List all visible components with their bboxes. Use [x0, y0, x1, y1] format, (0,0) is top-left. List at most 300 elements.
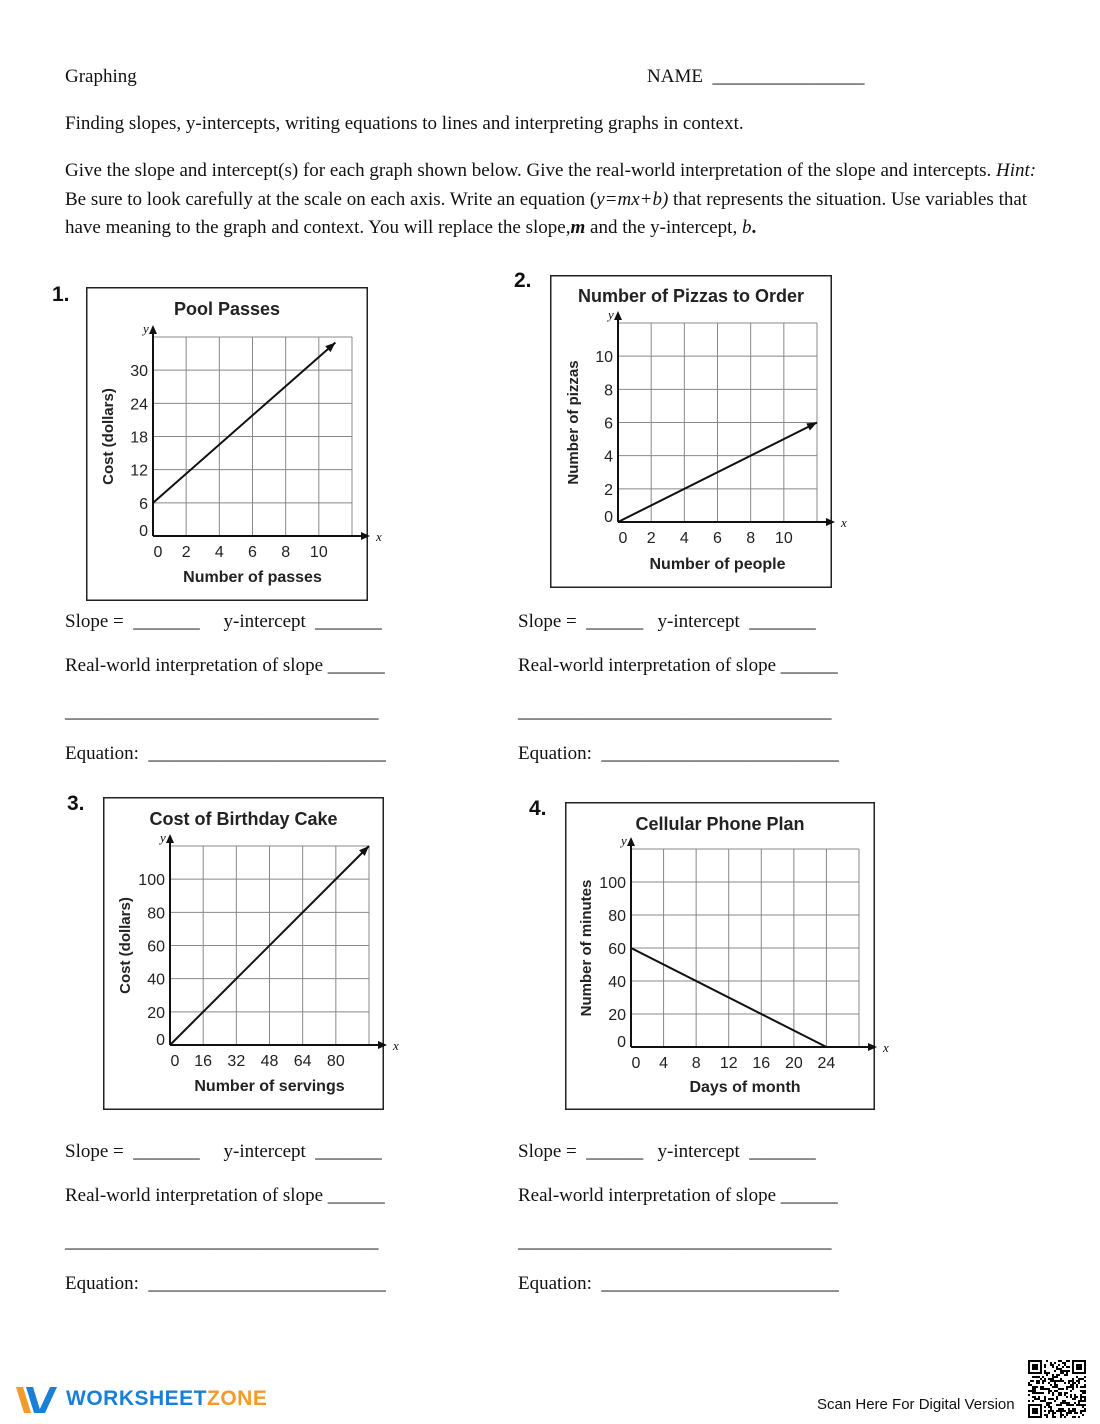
qr-module: [1080, 1404, 1082, 1406]
qr-module: [1082, 1406, 1084, 1408]
chart-title: Number of Pizzas to Order: [577, 286, 805, 306]
qr-module: [1074, 1408, 1076, 1410]
qr-module: [1046, 1372, 1048, 1374]
problem-number-2: 2.: [514, 269, 532, 292]
qr-module: [1044, 1398, 1046, 1400]
qr-module: [1060, 1380, 1062, 1382]
qr-module: [1068, 1382, 1070, 1384]
qr-module: [1080, 1400, 1082, 1402]
x-tick-label: 32: [227, 1053, 246, 1070]
y-axis-letter: y: [608, 307, 614, 322]
qr-module: [1050, 1408, 1052, 1410]
qr-module: [1054, 1384, 1056, 1386]
qr-module: [1080, 1410, 1082, 1412]
y-tick-label: 100: [599, 875, 626, 892]
qr-module: [1036, 1386, 1038, 1388]
qr-module: [1060, 1416, 1062, 1418]
interpretation-line-4[interactable]: Real-world interpretation of slope ______: [518, 1185, 838, 1206]
blank-line-1[interactable]: _________________________________: [65, 701, 379, 722]
qr-module: [1040, 1388, 1042, 1390]
chart-pizzas: [550, 275, 847, 588]
qr-module: [1074, 1416, 1076, 1418]
qr-module: [1038, 1398, 1040, 1400]
slope-line-2[interactable]: Slope = ______ y-intercept _______: [518, 611, 816, 632]
x-axis-label: Number of people: [649, 556, 786, 573]
qr-module: [1056, 1374, 1058, 1376]
qr-module: [1072, 1404, 1074, 1406]
interpretation-line-2[interactable]: Real-world interpretation of slope ______: [518, 655, 838, 676]
qr-module: [1070, 1390, 1072, 1392]
qr-module: [1048, 1410, 1050, 1412]
qr-module: [1078, 1378, 1080, 1380]
qr-module: [1070, 1396, 1072, 1398]
x-tick-label: 4: [679, 530, 689, 547]
qr-module: [1082, 1404, 1084, 1406]
qr-module: [1072, 1388, 1074, 1390]
qr-module: [1048, 1402, 1050, 1404]
x-axis-letter: x: [376, 529, 382, 544]
qr-module: [1030, 1380, 1032, 1382]
qr-module: [1042, 1380, 1044, 1382]
y-tick-label: 100: [138, 872, 165, 890]
chart-birthday-cake: [103, 797, 399, 1110]
qr-module: [1044, 1410, 1046, 1412]
y-tick-label: 10: [595, 349, 613, 367]
qr-module: [1032, 1380, 1034, 1382]
qr-module: [1074, 1396, 1076, 1398]
qr-module: [1048, 1372, 1050, 1374]
qr-module: [1060, 1414, 1062, 1416]
qr-module: [1076, 1380, 1078, 1382]
qr-module: [1068, 1402, 1070, 1404]
qr-module: [1060, 1378, 1062, 1380]
qr-module: [1050, 1402, 1052, 1404]
qr-module: [1032, 1390, 1034, 1392]
qr-module: [1054, 1390, 1056, 1392]
qr-module: [1036, 1392, 1038, 1394]
qr-module: [1074, 1412, 1076, 1414]
x-axis-label: Days of month: [689, 1079, 801, 1096]
qr-finder-core: [1032, 1364, 1038, 1370]
x-axis-letter: x: [393, 1038, 399, 1053]
qr-module: [1084, 1410, 1086, 1412]
qr-module: [1052, 1412, 1054, 1414]
y-axis-letter: y: [160, 830, 166, 845]
qr-module: [1058, 1392, 1060, 1394]
qr-module: [1056, 1410, 1058, 1412]
y-axis-label: Number of minutes: [578, 879, 595, 1017]
qr-module: [1058, 1408, 1060, 1410]
qr-module: [1050, 1390, 1052, 1392]
qr-module: [1070, 1386, 1072, 1388]
qr-module: [1040, 1386, 1042, 1388]
qr-module: [1074, 1382, 1076, 1384]
qr-module: [1032, 1386, 1034, 1388]
qr-module: [1080, 1378, 1082, 1380]
qr-module: [1072, 1378, 1074, 1380]
qr-module: [1060, 1370, 1062, 1372]
qr-module: [1052, 1414, 1054, 1416]
y-tick-label: 30: [130, 363, 148, 381]
instructions-text-b: Be sure to look carefully at the scale on each axis. Write an equation (: [65, 188, 597, 210]
qr-module: [1044, 1378, 1046, 1380]
qr-module: [1076, 1412, 1078, 1414]
y-axis-letter: y: [143, 321, 149, 336]
brand-zone: ZONE: [207, 1387, 268, 1410]
qr-module: [1076, 1404, 1078, 1406]
qr-module: [1030, 1384, 1032, 1386]
qr-module: [1066, 1396, 1068, 1398]
y-tick-label: 40: [608, 974, 626, 991]
qr-module: [1062, 1380, 1064, 1382]
qr-module: [1060, 1412, 1062, 1414]
qr-module: [1036, 1398, 1038, 1400]
qr-module: [1068, 1410, 1070, 1412]
x-axis-label: Number of servings: [194, 1078, 345, 1095]
qr-module: [1058, 1360, 1060, 1362]
qr-module: [1084, 1392, 1086, 1394]
qr-module: [1048, 1382, 1050, 1384]
qr-module: [1042, 1400, 1044, 1402]
qr-module: [1064, 1382, 1066, 1384]
intro-line: Finding slopes, y-intercepts, writing equations to lines and interpreting graphs in context.: [65, 113, 744, 134]
qr-module: [1074, 1410, 1076, 1412]
qr-module: [1078, 1380, 1080, 1382]
qr-module: [1062, 1362, 1064, 1364]
qr-module: [1060, 1410, 1062, 1412]
qr-module: [1030, 1390, 1032, 1392]
qr-module: [1066, 1412, 1068, 1414]
qr-module: [1064, 1410, 1066, 1412]
instructions-text-c: that represents the situation. Use variables that have meaning to the graph and context. You will replace the slope,: [65, 188, 1028, 238]
equation-line-4[interactable]: Equation: _________________________: [518, 1273, 839, 1294]
y-tick-label: 12: [130, 462, 148, 480]
qr-module: [1046, 1416, 1048, 1418]
qr-module: [1074, 1394, 1076, 1396]
qr-module: [1056, 1376, 1058, 1378]
qr-module: [1056, 1404, 1058, 1406]
qr-module: [1076, 1386, 1078, 1388]
x-tick-label: 0: [170, 1053, 180, 1070]
y-tick-label: 0: [604, 509, 613, 526]
qr-module: [1048, 1404, 1050, 1406]
qr-module: [1036, 1376, 1038, 1378]
qr-module: [1066, 1366, 1068, 1368]
qr-module: [1084, 1386, 1086, 1388]
qr-module: [1044, 1396, 1046, 1398]
qr-module: [1056, 1366, 1058, 1368]
problem-number-3: 3.: [67, 792, 85, 815]
chart-title: Cellular Phone Plan: [635, 814, 805, 834]
qr-module: [1068, 1404, 1070, 1406]
qr-module: [1046, 1388, 1048, 1390]
qr-module: [1048, 1406, 1050, 1408]
qr-module: [1074, 1398, 1076, 1400]
equation-line-3[interactable]: Equation: _________________________: [65, 1273, 386, 1294]
brand-name: [66, 1387, 267, 1411]
qr-module: [1052, 1416, 1054, 1418]
qr-module: [1034, 1392, 1036, 1394]
qr-module: [1050, 1362, 1052, 1364]
qr-module: [1072, 1380, 1074, 1382]
qr-module: [1046, 1414, 1048, 1416]
qr-module: [1054, 1386, 1056, 1388]
qr-module: [1028, 1394, 1030, 1396]
x-tick-label: 6: [248, 544, 257, 561]
x-tick-label: 2: [181, 544, 191, 561]
qr-module: [1072, 1416, 1074, 1418]
qr-module: [1076, 1396, 1078, 1398]
blank-line-2[interactable]: _________________________________: [518, 701, 832, 722]
x-tick-label: 8: [691, 1055, 701, 1072]
x-tick-label: 16: [752, 1055, 771, 1072]
qr-module: [1044, 1370, 1046, 1372]
x-tick-label: 10: [774, 530, 793, 547]
qr-module: [1082, 1378, 1084, 1380]
qr-module: [1064, 1394, 1066, 1396]
qr-module: [1040, 1392, 1042, 1394]
qr-module: [1060, 1360, 1062, 1362]
qr-module: [1078, 1404, 1080, 1406]
slope-line-4[interactable]: Slope = ______ y-intercept _______: [518, 1141, 816, 1162]
equation-line-2[interactable]: Equation: _________________________: [518, 743, 839, 764]
y-tick-label: 60: [147, 938, 165, 956]
y-axis-letter: y: [621, 833, 627, 848]
qr-module: [1084, 1408, 1086, 1410]
qr-module: [1038, 1380, 1040, 1382]
qr-module: [1084, 1384, 1086, 1386]
y-tick-label: 0: [139, 523, 148, 540]
qr-module: [1084, 1390, 1086, 1392]
qr-module: [1082, 1392, 1084, 1394]
qr-module: [1058, 1368, 1060, 1370]
qr-module: [1064, 1402, 1066, 1404]
qr-module: [1048, 1392, 1050, 1394]
qr-module: [1066, 1372, 1068, 1374]
qr-module: [1048, 1398, 1050, 1400]
qr-module: [1072, 1410, 1074, 1412]
qr-module: [1046, 1402, 1048, 1404]
qr-module: [1042, 1376, 1044, 1378]
y-tick-label: 60: [608, 941, 626, 958]
qr-module: [1078, 1400, 1080, 1402]
qr-module: [1064, 1392, 1066, 1394]
qr-module: [1082, 1414, 1084, 1416]
qr-module: [1052, 1394, 1054, 1396]
qr-module: [1054, 1376, 1056, 1378]
y-tick-label: 20: [608, 1007, 626, 1024]
qr-module: [1056, 1386, 1058, 1388]
qr-module: [1060, 1404, 1062, 1406]
qr-module: [1052, 1366, 1054, 1368]
qr-module: [1068, 1370, 1070, 1372]
x-tick-label: 0: [153, 544, 163, 561]
qr-module: [1056, 1384, 1058, 1386]
qr-module: [1062, 1408, 1064, 1410]
qr-module: [1080, 1390, 1082, 1392]
qr-module: [1060, 1392, 1062, 1394]
qr-module: [1072, 1382, 1074, 1384]
qr-module: [1044, 1364, 1046, 1366]
y-tick-label: 0: [156, 1032, 165, 1049]
qr-module: [1066, 1370, 1068, 1372]
qr-module: [1068, 1408, 1070, 1410]
y-tick-label: 18: [130, 429, 148, 447]
page-title: Graphing: [65, 66, 137, 87]
scan-instruction: Scan Here For Digital Version: [817, 1396, 1015, 1413]
qr-module: [1050, 1364, 1052, 1366]
qr-module: [1044, 1414, 1046, 1416]
qr-module: [1046, 1360, 1048, 1362]
chart-pool-passes: [86, 287, 382, 601]
slope-line-3[interactable]: Slope = _______ y-intercept _______: [65, 1141, 382, 1162]
x-tick-label: 64: [293, 1053, 312, 1070]
qr-module: [1052, 1392, 1054, 1394]
x-tick-label: 2: [646, 530, 656, 547]
qr-module: [1050, 1380, 1052, 1382]
equation-line-1[interactable]: Equation: _________________________: [65, 743, 386, 764]
qr-module: [1058, 1410, 1060, 1412]
qr-module: [1058, 1374, 1060, 1376]
qr-module: [1034, 1398, 1036, 1400]
qr-module: [1040, 1378, 1042, 1380]
qr-module: [1060, 1394, 1062, 1396]
qr-module: [1056, 1368, 1058, 1370]
qr-module: [1050, 1378, 1052, 1380]
chart-title: Cost of Birthday Cake: [149, 809, 338, 829]
qr-module: [1034, 1390, 1036, 1392]
qr-module: [1062, 1372, 1064, 1374]
qr-module: [1048, 1378, 1050, 1380]
qr-module: [1058, 1380, 1060, 1382]
qr-module: [1054, 1416, 1056, 1418]
qr-module: [1074, 1402, 1076, 1404]
qr-module: [1072, 1386, 1074, 1388]
qr-module: [1050, 1398, 1052, 1400]
qr-module: [1054, 1370, 1056, 1372]
x-tick-label: 10: [309, 544, 328, 561]
qr-module: [1076, 1376, 1078, 1378]
qr-module: [1032, 1396, 1034, 1398]
qr-module: [1046, 1374, 1048, 1376]
qr-module: [1058, 1388, 1060, 1390]
y-tick-label: 80: [608, 908, 626, 925]
y-tick-label: 20: [147, 1004, 165, 1022]
qr-module: [1038, 1396, 1040, 1398]
qr-module: [1062, 1410, 1064, 1412]
qr-finder-core: [1032, 1408, 1038, 1414]
qr-module: [1062, 1388, 1064, 1390]
x-tick-label: 48: [260, 1053, 279, 1070]
y-tick-label: 4: [604, 448, 613, 466]
name-field[interactable]: NAME ________________: [647, 66, 865, 87]
x-tick-label: 24: [817, 1055, 836, 1072]
qr-module: [1038, 1392, 1040, 1394]
qr-module: [1028, 1400, 1030, 1402]
qr-module: [1084, 1376, 1086, 1378]
qr-module: [1056, 1390, 1058, 1392]
qr-module: [1084, 1400, 1086, 1402]
x-tick-label: 16: [194, 1053, 213, 1070]
qr-module: [1068, 1380, 1070, 1382]
qr-module: [1062, 1370, 1064, 1372]
qr-module: [1080, 1386, 1082, 1388]
qr-module: [1066, 1404, 1068, 1406]
qr-module: [1070, 1410, 1072, 1412]
qr-module: [1054, 1362, 1056, 1364]
qr-module: [1034, 1396, 1036, 1398]
x-tick-label: 0: [631, 1055, 641, 1072]
x-tick-label: 12: [719, 1055, 738, 1072]
qr-module: [1084, 1398, 1086, 1400]
qr-module: [1048, 1388, 1050, 1390]
qr-module: [1028, 1382, 1030, 1384]
x-axis-letter: x: [841, 515, 847, 530]
qr-module: [1054, 1380, 1056, 1382]
qr-module: [1084, 1404, 1086, 1406]
qr-finder-core: [1076, 1364, 1082, 1370]
qr-module: [1042, 1386, 1044, 1388]
qr-module: [1032, 1392, 1034, 1394]
qr-code-icon[interactable]: [1028, 1360, 1086, 1418]
interpretation-line-1[interactable]: Real-world interpretation of slope ______: [65, 655, 385, 676]
qr-module: [1066, 1388, 1068, 1390]
qr-module: [1050, 1410, 1052, 1412]
qr-module: [1060, 1368, 1062, 1370]
qr-module: [1056, 1396, 1058, 1398]
qr-module: [1070, 1412, 1072, 1414]
qr-module: [1066, 1386, 1068, 1388]
qr-module: [1082, 1386, 1084, 1388]
qr-module: [1064, 1374, 1066, 1376]
qr-module: [1044, 1406, 1046, 1408]
slope-line-1[interactable]: Slope = _______ y-intercept _______: [65, 611, 382, 632]
qr-module: [1062, 1414, 1064, 1416]
qr-module: [1072, 1384, 1074, 1386]
blank-line-4[interactable]: _________________________________: [518, 1231, 832, 1252]
x-axis-label: Number of passes: [183, 569, 322, 586]
qr-module: [1056, 1380, 1058, 1382]
qr-module: [1058, 1364, 1060, 1366]
qr-module: [1042, 1388, 1044, 1390]
qr-module: [1028, 1390, 1030, 1392]
qr-module: [1066, 1374, 1068, 1376]
qr-module: [1080, 1412, 1082, 1414]
blank-line-3[interactable]: _________________________________: [65, 1231, 379, 1252]
qr-module: [1084, 1380, 1086, 1382]
y-tick-label: 0: [617, 1034, 626, 1051]
qr-module: [1060, 1372, 1062, 1374]
qr-module: [1034, 1388, 1036, 1390]
qr-module: [1052, 1364, 1054, 1366]
interpretation-line-3[interactable]: Real-world interpretation of slope ______: [65, 1185, 385, 1206]
y-tick-label: 6: [604, 415, 613, 433]
x-tick-label: 4: [659, 1055, 669, 1072]
x-tick-label: 0: [618, 530, 628, 547]
qr-module: [1032, 1388, 1034, 1390]
qr-module: [1070, 1404, 1072, 1406]
y-tick-label: 6: [139, 495, 148, 513]
qr-module: [1038, 1376, 1040, 1378]
qr-module: [1062, 1400, 1064, 1402]
qr-module: [1068, 1412, 1070, 1414]
qr-module: [1052, 1374, 1054, 1376]
qr-module: [1034, 1386, 1036, 1388]
qr-module: [1066, 1402, 1068, 1404]
qr-module: [1070, 1384, 1072, 1386]
qr-module: [1052, 1398, 1054, 1400]
variable-b: b: [741, 217, 752, 238]
